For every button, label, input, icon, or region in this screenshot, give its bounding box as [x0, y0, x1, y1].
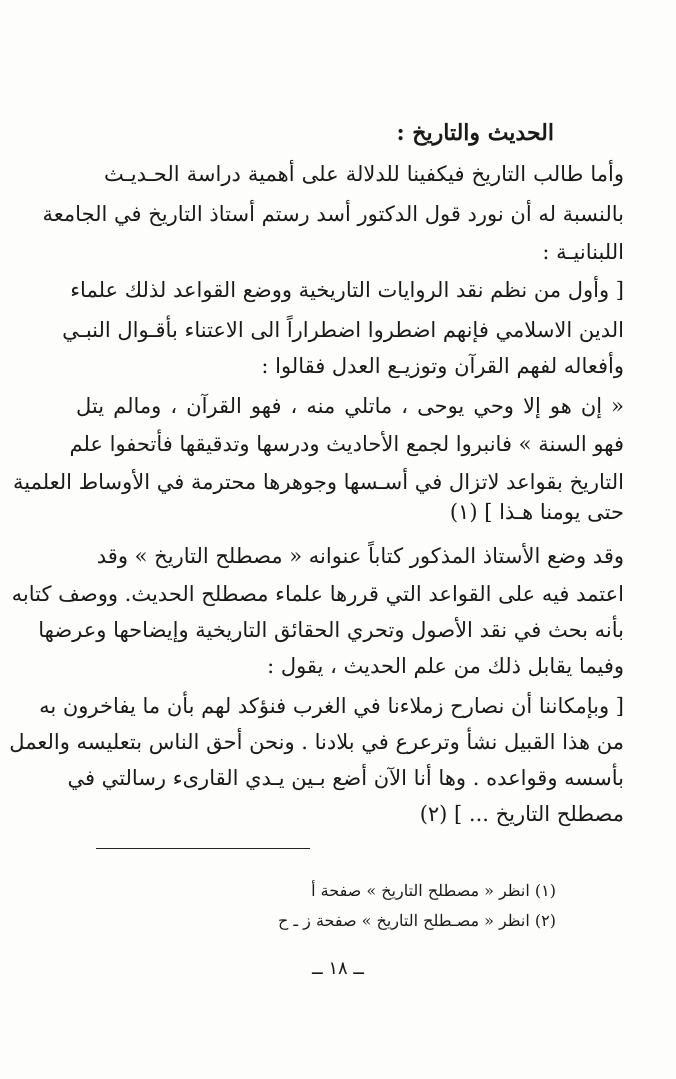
- paragraph-line: وفيما يقابل ذلك من علم الحديث ، يقول :: [267, 654, 624, 678]
- quote-line: وأفعاله لفهم القرآن وتوزيـع العدل فقالوا :: [261, 354, 624, 378]
- quote-line: [ وأول من نظم نقد الروايات التاريخية ووضع القواعد لذلك علماء: [70, 278, 624, 302]
- quote-line: حتى يومنا هـذا ] (١): [449, 500, 624, 524]
- quote-line: بأسسه وقواعده . وها أنا الآن أضع بـين يـدي القارىء رسالتي في: [67, 766, 624, 790]
- quote-line: من هذا القبيل نشأ وترعرع في بلادنا . ونحن أحق الناس بتعليسه والعمل: [9, 730, 624, 754]
- page-number: ــ ١٨ ــ: [312, 958, 364, 979]
- quote-line: الدين الاسلامي فإنهم اضطروا اضطراراً الى الاعتناء بأقـوال النبـي: [62, 318, 624, 342]
- quote-line: فهو السنة » فانبروا لجمع الأحاديث ودرسها وتدقيقها فأتحفوا علم: [69, 432, 624, 456]
- paragraph-line: وقد وضع الأستاذ المذكور كتاباً عنوانه « مصطلح التاريخ » وقد: [96, 544, 624, 568]
- paragraph-line: وأما طالب التاريخ فيكفينا للدلالة على أهمية دراسة الحـديـث: [104, 162, 624, 186]
- paragraph-line: بأنه بحث في نقد الأصول وتحري الحقائق التاريخية وإيضاحها وعرضها: [38, 618, 624, 642]
- paragraph-line: اعتمد فيه على القواعد التي قررها علماء مصطلح الحديث. ووصف كتابه: [11, 582, 624, 606]
- quote-line: « إن هو إلا وحي يوحى ، ماتلي منه ، فهو القرآن ، ومالم يتل: [76, 394, 624, 418]
- footnote: (١) انظر « مصطلح التاريخ » صفحة أ: [311, 881, 556, 900]
- quote-line: [ وبإمكاننا أن نصارح زملاءنا في الغرب فنؤكد لهم بأن ما يفاخرون به: [39, 694, 624, 718]
- footnote: (٢) انظر « مصـطلح التاريخ » صفحة ز ـ ح: [277, 911, 556, 930]
- paragraph-line: بالنسبة له أن نورد قول الدكتور أسد رستم أستاذ التاريخ في الجامعة: [42, 202, 624, 226]
- footnote-divider: [96, 848, 310, 849]
- paragraph-line: اللبنانيـة :: [542, 240, 624, 264]
- quote-line: مصطلح التاريخ ... ] (٢): [419, 802, 624, 826]
- section-heading: الحديث والتاريخ :: [396, 120, 554, 146]
- quote-line: التاريخ بقواعد لاتزال في أسـسها وجوهرها محترمة في الأوساط العلمية: [12, 470, 624, 494]
